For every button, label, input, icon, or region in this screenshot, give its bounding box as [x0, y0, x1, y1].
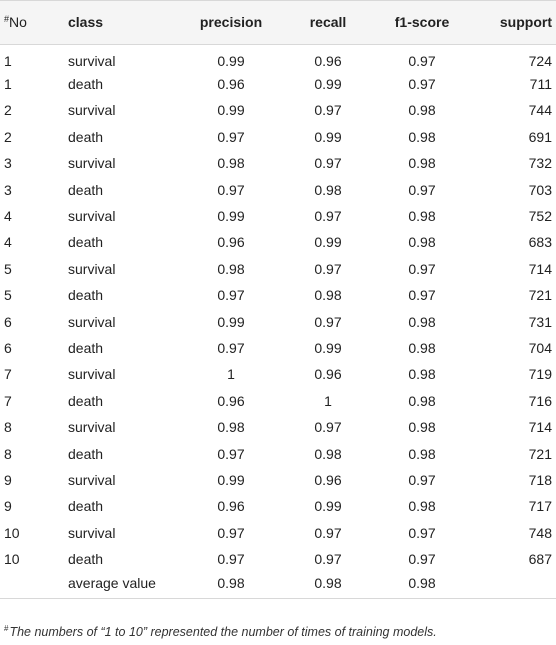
- cell-no: 9: [4, 498, 12, 515]
- cell-precision: 0.99: [217, 471, 245, 488]
- cell-no: [0, 572, 62, 598]
- cell-class: death: [68, 551, 104, 568]
- cell-support: 716: [528, 392, 552, 409]
- cell-support: 683: [528, 234, 552, 251]
- cell-f1-score: 0.97: [408, 287, 436, 304]
- cell-support: 714: [528, 419, 552, 436]
- cell-support: 731: [528, 313, 552, 330]
- cell-no: 10: [4, 551, 20, 568]
- cell-no: 7: [4, 366, 12, 383]
- cell-recall: 0.97: [314, 551, 342, 568]
- cell-support: 732: [528, 155, 552, 172]
- cell-support: 752: [528, 208, 552, 225]
- cell-f1-score: 0.97: [408, 524, 436, 541]
- table-row: [0, 520, 556, 546]
- cell-f1-score: 0.98: [374, 572, 470, 598]
- cell-precision: 0.99: [217, 208, 245, 225]
- header-no: [0, 1, 62, 45]
- cell-precision: 0.97: [217, 339, 245, 356]
- cell-support: 714: [528, 260, 552, 277]
- table-row: [0, 150, 556, 176]
- cell-class: death: [68, 76, 104, 93]
- cell-precision: 0.98: [217, 419, 245, 436]
- table-row: [0, 361, 556, 387]
- cell-no: 5: [4, 287, 12, 304]
- table-header: [0, 1, 556, 45]
- table-row: [0, 546, 556, 572]
- cell-support: 724: [528, 52, 552, 69]
- table-row: [0, 71, 556, 97]
- cell-no: 4: [4, 234, 12, 251]
- table-row: [0, 45, 556, 71]
- cell-no: 2: [4, 102, 12, 119]
- cell-precision: 0.99: [217, 52, 245, 69]
- table-row: [0, 335, 556, 361]
- cell-no: 10: [4, 524, 20, 541]
- cell-class: survival: [68, 208, 116, 225]
- cell-f1-score: 0.98: [408, 419, 436, 436]
- cell-support: 711: [529, 76, 552, 93]
- cell-precision: 0.98: [217, 260, 245, 277]
- cell-class: survival: [68, 260, 116, 277]
- cell-f1-score: 0.98: [408, 313, 436, 330]
- cell-f1-score: 0.98: [408, 234, 436, 251]
- cell-recall: 0.97: [314, 155, 342, 172]
- cell-class: survival: [68, 419, 116, 436]
- cell-support: 717: [528, 498, 552, 515]
- cell-support: [470, 572, 556, 598]
- cell-recall: 0.97: [314, 102, 342, 119]
- header-precision: precision: [180, 1, 282, 45]
- cell-no: 7: [4, 392, 12, 409]
- cell-no: 1: [4, 76, 12, 93]
- cell-precision: 0.99: [217, 313, 245, 330]
- table-row: [0, 493, 556, 519]
- table-row: [0, 97, 556, 123]
- cell-support: 719: [528, 366, 552, 383]
- cell-precision: 0.96: [217, 234, 245, 251]
- cell-precision: 0.97: [217, 524, 245, 541]
- cell-no: 8: [4, 419, 12, 436]
- cell-recall: 0.97: [314, 419, 342, 436]
- cell-f1-score: 0.98: [408, 392, 436, 409]
- cell-precision: 1: [227, 366, 235, 383]
- cell-support: 691: [528, 128, 552, 145]
- footnote-marker: #: [4, 624, 9, 633]
- cell-no: 5: [4, 260, 12, 277]
- cell-class: survival: [68, 155, 116, 172]
- cell-precision: 0.96: [217, 498, 245, 515]
- cell-recall: 0.97: [314, 524, 342, 541]
- cell-recall: 0.98: [282, 572, 374, 598]
- cell-support: 704: [528, 339, 552, 356]
- cell-f1-score: 0.98: [408, 498, 436, 515]
- cell-recall: 0.99: [314, 339, 342, 356]
- cell-f1-score: 0.98: [408, 445, 436, 462]
- cell-f1-score: 0.98: [408, 366, 436, 383]
- header-row: [0, 1, 556, 45]
- cell-class: survival: [68, 366, 116, 383]
- cell-recall: 0.96: [314, 366, 342, 383]
- header-recall: recall: [282, 1, 374, 45]
- cell-class: survival: [68, 313, 116, 330]
- cell-support: 721: [528, 287, 552, 304]
- cell-no: 3: [4, 181, 12, 198]
- cell-class: survival: [68, 52, 116, 69]
- cell-precision: 0.97: [217, 551, 245, 568]
- table-row: [0, 388, 556, 414]
- header-no-label: No: [9, 13, 27, 30]
- table-row: [0, 572, 556, 598]
- cell-no: 2: [4, 128, 12, 145]
- cell-f1-score: 0.97: [408, 471, 436, 488]
- header-support: support: [470, 1, 556, 45]
- cell-f1-score: 0.98: [408, 128, 436, 145]
- footnote: [4, 624, 437, 639]
- cell-precision: 0.97: [217, 445, 245, 462]
- cell-class: survival: [68, 102, 116, 119]
- cell-f1-score: 0.98: [408, 208, 436, 225]
- table-body: [0, 45, 556, 599]
- table-row: [0, 308, 556, 334]
- cell-precision: 0.98: [180, 572, 282, 598]
- cell-recall: 0.97: [314, 313, 342, 330]
- cell-support: 703: [528, 181, 552, 198]
- cell-no: 6: [4, 313, 12, 330]
- cell-precision: 0.96: [217, 392, 245, 409]
- table-row: [0, 203, 556, 229]
- cell-class: average value: [62, 572, 180, 598]
- cell-class: death: [68, 445, 104, 462]
- header-no-marker: #: [4, 13, 10, 24]
- cell-no: 9: [4, 471, 12, 488]
- cell-class: death: [68, 234, 104, 251]
- cell-class: death: [68, 181, 104, 198]
- cell-precision: 0.97: [217, 287, 245, 304]
- cell-class: death: [68, 339, 104, 356]
- cell-f1-score: 0.97: [408, 551, 436, 568]
- cell-support: 721: [528, 445, 552, 462]
- cell-no: 4: [4, 208, 12, 225]
- cell-recall: 0.99: [314, 498, 342, 515]
- header-class: class: [62, 1, 180, 45]
- header-f1-score: f1-score: [374, 1, 470, 45]
- table-row: [0, 414, 556, 440]
- cell-support: 687: [528, 551, 552, 568]
- cell-precision: 0.99: [217, 102, 245, 119]
- cell-class: death: [68, 287, 104, 304]
- table-row: [0, 229, 556, 255]
- cell-no: 3: [4, 155, 12, 172]
- cell-class: death: [68, 392, 104, 409]
- table-row: [0, 176, 556, 202]
- cell-f1-score: 0.98: [408, 339, 436, 356]
- cell-no: 1: [4, 52, 12, 69]
- cell-precision: 0.97: [217, 128, 245, 145]
- cell-support: 748: [528, 524, 552, 541]
- cell-recall: 0.98: [314, 445, 342, 462]
- cell-recall: 0.99: [314, 234, 342, 251]
- cell-precision: 0.97: [217, 181, 245, 198]
- footnote-text: The numbers of “1 to 10” represented the number of times of training models.: [9, 625, 437, 639]
- cell-class: survival: [68, 471, 116, 488]
- cell-f1-score: 0.98: [408, 102, 436, 119]
- table-row: [0, 124, 556, 150]
- cell-no: 6: [4, 339, 12, 356]
- table-row: [0, 282, 556, 308]
- cell-precision: 0.96: [217, 76, 245, 93]
- cell-recall: 0.98: [314, 181, 342, 198]
- cell-recall: 0.97: [314, 260, 342, 277]
- cell-recall: 0.99: [314, 76, 342, 93]
- cell-recall: 0.96: [314, 52, 342, 69]
- cell-f1-score: 0.97: [408, 76, 436, 93]
- cell-recall: 0.96: [314, 471, 342, 488]
- cell-f1-score: 0.97: [408, 260, 436, 277]
- cell-precision: 0.98: [217, 155, 245, 172]
- cell-f1-score: 0.98: [408, 155, 436, 172]
- cell-no: 8: [4, 445, 12, 462]
- cell-recall: 0.99: [314, 128, 342, 145]
- cell-recall: 0.97: [314, 208, 342, 225]
- table-row: [0, 256, 556, 282]
- cell-recall: 0.98: [314, 287, 342, 304]
- cell-support: 718: [528, 471, 552, 488]
- cell-support: 744: [528, 102, 552, 119]
- table-row: [0, 467, 556, 493]
- cell-recall: 1: [324, 392, 332, 409]
- cell-f1-score: 0.97: [408, 52, 436, 69]
- cell-class: death: [68, 498, 104, 515]
- cell-class: death: [68, 128, 104, 145]
- table-row: [0, 440, 556, 466]
- cell-class: survival: [68, 524, 116, 541]
- cell-f1-score: 0.97: [408, 181, 436, 198]
